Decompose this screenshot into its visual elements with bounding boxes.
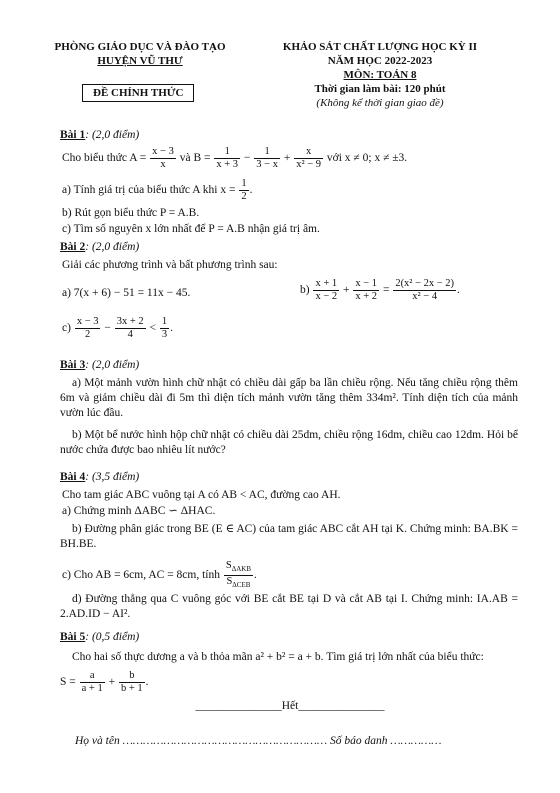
bai3-a: a) Một mảnh vườn hình chữ nhật có chiều dài gấp ba lần chiều rộng. Nếu tăng chiều rộng thêm 6m và giảm chiều dài đi 5m thì diện tích mảnh vườn tăng thêm 334m². Tính diện tích của mảnh vườn lúc đầu. bbox=[60, 377, 518, 419]
exam-title: KHẢO SÁT CHẤT LƯỢNG HỌC KỲ II bbox=[282, 41, 478, 53]
official-label: ĐỀ CHÍNH THỨC bbox=[82, 84, 194, 102]
bai1-heading: Bài 1: (2,0 điểm) bbox=[60, 129, 140, 141]
duration-note: (Không kể thời gian giao đề) bbox=[316, 97, 444, 109]
student-info-line: Họ và tên …………………………………………………… Số báo danh …………… bbox=[75, 735, 442, 747]
bai2-c: c) $\frac{x - 3}{2}$ − $\frac{3x + 2}{4}$ < $\frac{1}{3}$ . bbox=[62, 316, 174, 340]
bai4-intro: Cho tam giác ABC vuông tại A có AB < AC, đường cao AH. bbox=[62, 489, 341, 501]
bai2-a: a) 7(x + 6) − 51 = 11x − 45. bbox=[62, 287, 191, 299]
bai5-heading: Bài 5: (0,5 điểm) bbox=[60, 631, 140, 643]
exam-header bbox=[260, 40, 500, 110]
bai2-intro: Giải các phương trình và bất phương trình sau: bbox=[62, 259, 278, 271]
bai1-a: a) Tính giá trị của biểu thức A khi x = $\frac{1}{2}$ . bbox=[62, 178, 253, 202]
department-header bbox=[40, 40, 240, 68]
bai1-c: c) Tìm số nguyên x lớn nhất để P = A.B nhận giá trị âm. bbox=[62, 223, 320, 235]
end-marker: _______________Hết_______________ bbox=[195, 700, 385, 712]
bai1-expression: Cho biểu thức A = $\frac{x - 3}{x}$ và B = $\frac{1}{x + 3}$ − $\frac{1}{3 - x}$ + $\frac{x}{\text{x² − 9}}$ với x ≠ 0; x ≠ ±3. bbox=[62, 146, 408, 170]
bai5-text: Cho hai số thực dương a và b thỏa mãn a² + b² = a + b. Tìm giá trị lớn nhất của biểu thức: bbox=[72, 651, 484, 663]
bai1-b: b) Rút gọn biểu thức P = A.B. bbox=[62, 207, 200, 219]
bai5-expression: S = $\frac{a}{a + 1}$ + $\frac{b}{b + 1}$ . bbox=[60, 670, 149, 694]
bai4-a: a) Chứng minh ΔABC ∽ ΔHAC. bbox=[62, 505, 216, 517]
bai2-heading: Bài 2: (2,0 điểm) bbox=[60, 241, 140, 253]
bai4-d: d) Đường thẳng qua C vuông góc với BE cắt BE tại D và cắt AB tại I. Chứng minh: IA.AB = 2.AD.ID − AI². bbox=[60, 593, 518, 620]
duration: Thời gian làm bài: 120 phút bbox=[314, 83, 446, 95]
district-name: HUYỆN VŨ THƯ bbox=[97, 55, 183, 67]
bai3-b: b) Một bể nước hình hộp chữ nhật có chiều dài 25dm, chiều rộng 16dm, chiều cao 12dm. Hỏi bể nước chứa được bao nhiêu lít nước? bbox=[60, 429, 518, 456]
school-year: NĂM HỌC 2022-2023 bbox=[327, 55, 433, 67]
bai4-c: c) Cho AB = 6cm, AC = 8cm, tính $\frac{S_{\Delta AKB}}{S_{\Delta CEB}}$ . bbox=[62, 560, 257, 590]
bai4-b: b) Đường phân giác trong BE (E ∈ AC) của tam giác ABC cắt AH tại K. Chứng minh: BA.BK = BH.BE. bbox=[60, 523, 518, 550]
bai4-heading: Bài 4: (3,5 điểm) bbox=[60, 471, 140, 483]
department-name: PHÒNG GIÁO DỤC VÀ ĐÀO TẠO bbox=[54, 41, 226, 53]
subject: MÔN: TOÁN 8 bbox=[343, 69, 417, 81]
bai3-heading: Bài 3: (2,0 điểm) bbox=[60, 359, 140, 371]
bai2-b: b) $\frac{x + 1}{x - 2}$ + $\frac{x - 1}{x + 2}$ = $\frac{\text{2(x² − 2x − 2)}}{\text{x² − 4}}$ . bbox=[300, 278, 460, 302]
